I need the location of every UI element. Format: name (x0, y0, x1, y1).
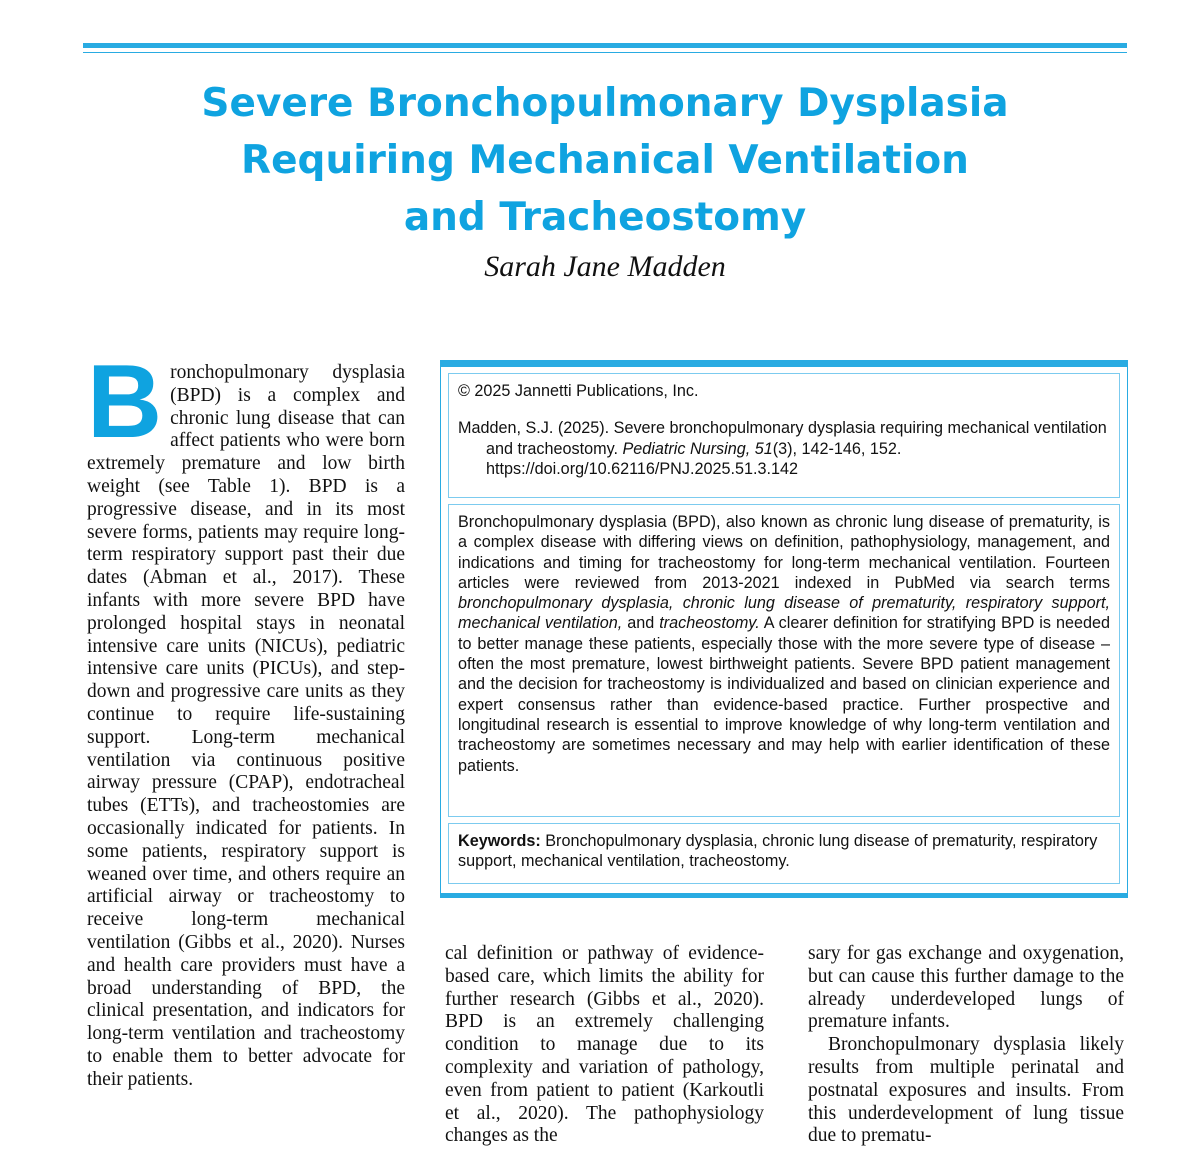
column-3-paragraph-1: sary for gas exchange and oxygenation, but can cause this further damage to the already underdeveloped lungs of premature infants. (808, 943, 1124, 1033)
title-line-2: Requiring Mechanical Ventilation (241, 138, 969, 183)
copyright-notice: © 2025 Jannetti Publications, Inc. (458, 382, 699, 400)
citation-prefix: Madden, S.J. (2025). Severe bronchopulmonary dysplasia requiring mechanical ventilation and tracheostomy. (458, 419, 1107, 458)
abstract-pane (448, 504, 1120, 817)
header-rule (83, 43, 1127, 48)
keywords (458, 831, 1110, 872)
column-2-paragraph: cal definition or pathway of evidence-based care, which limits the ability for further research (Gibbs et al., 2020). BPD is an extremely challenging condition to manage due to its complexity and variation of pathology, even from patient to patient (Karkoutli et al., 2020). The pathophysiology changes as the (445, 943, 764, 1147)
citation (458, 418, 1110, 479)
drop-cap: B (87, 344, 163, 460)
keywords-pane (448, 823, 1120, 884)
title-line-1: Severe Bronchopulmonary Dysplasia (201, 81, 1009, 126)
title-line-3: and Tracheostomy (403, 195, 807, 240)
abstract-and: and (622, 614, 660, 633)
body-column-1 (87, 344, 405, 1092)
keywords-list: Bronchopulmonary dysplasia, chronic lung disease of prematurity, respiratory support, mechanical ventilation, tracheostomy. (458, 832, 1098, 871)
keywords-label: Keywords: (458, 832, 541, 850)
body-column-2 (445, 943, 764, 1148)
abstract-text (458, 512, 1110, 776)
journal-name: Pediatric Nursing, 51 (622, 439, 773, 458)
citation-pane (448, 373, 1120, 498)
abstract-term-tracheostomy: tracheostomy. (659, 614, 760, 633)
sidebar-content (448, 373, 1120, 890)
abstract-part-a: Bronchopulmonary dysplasia (BPD), also known as chronic lung disease of prematurity, is a complex disease with differing views on definition, pathophysiology, management, and indications and timing for tracheostomy for long-term mechanical ventilation. Fourteen articles were reviewed from 2013-2021 indexed in PubMed via search terms (458, 513, 1110, 592)
citation-suffix: (3), 142-146, 152. https://doi.org/10.62116/PNJ.2025.51.3.142 (486, 439, 902, 478)
column-3-paragraph-2: Bronchopulmonary dysplasia likely results from multiple perinatal and postnatal exposures and insults. From this underdevelopment of lung tissue due to prematu- (808, 1034, 1124, 1147)
abstract-search-terms: bronchopulmonary dysplasia, chronic lung disease of prematurity, respiratory support, mechanical ventilation, (458, 594, 1110, 633)
intro-paragraph: ronchopulmonary dysplasia (BPD) is a complex and chronic lung disease that can affect patients who were born extremely premature and low birth weight (see Table 1). BPD is a progressive disease, and in its most severe forms, patients may require long-term respiratory support past their due dates (Abman et al., 2017). These infants with more severe BPD have prolonged hospital stays in neonatal intensive care units (NICUs), pediatric intensive care units (PICUs), and step-down and progressive care units as they continue to require life-sustaining support. Long-term mechanical ventilation via continuous positive airway pressure (CPAP), endotracheal tubes (ETTs), and tracheostomies are occasionally indicated for patients. In some patients, respiratory support is weaned over time, and others require an artificial airway or tracheostomy to receive long-term mechanical ventilation (Gibbs et al., 2020). Nurses and health care providers must have a broad understanding of BPD, the clinical presentation, and indicators for long-term ventilation and tracheostomy to enable them to better advocate for their patients. (87, 362, 405, 1090)
article-title (83, 75, 1127, 246)
body-column-3 (808, 943, 1124, 1148)
sidebar-top-bar (440, 360, 1128, 367)
abstract-part-b: A clearer definition for stratifying BPD is needed to better manage these patients, especially those with the more severe type of disease – often the most premature, lowest birthweight patients. Severe BPD patient management and the decision for tracheostomy is individualized and based on clinician experience and expert consensus rather than evidence-based practice. Further prospective and longitudinal research is essential to improve knowledge of why long-term ventilation and tracheostomy are sometimes necessary and may help with earlier identification of these patients. (458, 614, 1110, 775)
header-rule-thin (83, 52, 1127, 53)
author-name: Sarah Jane Madden (484, 250, 726, 283)
sidebar-bottom-bar (440, 893, 1128, 898)
